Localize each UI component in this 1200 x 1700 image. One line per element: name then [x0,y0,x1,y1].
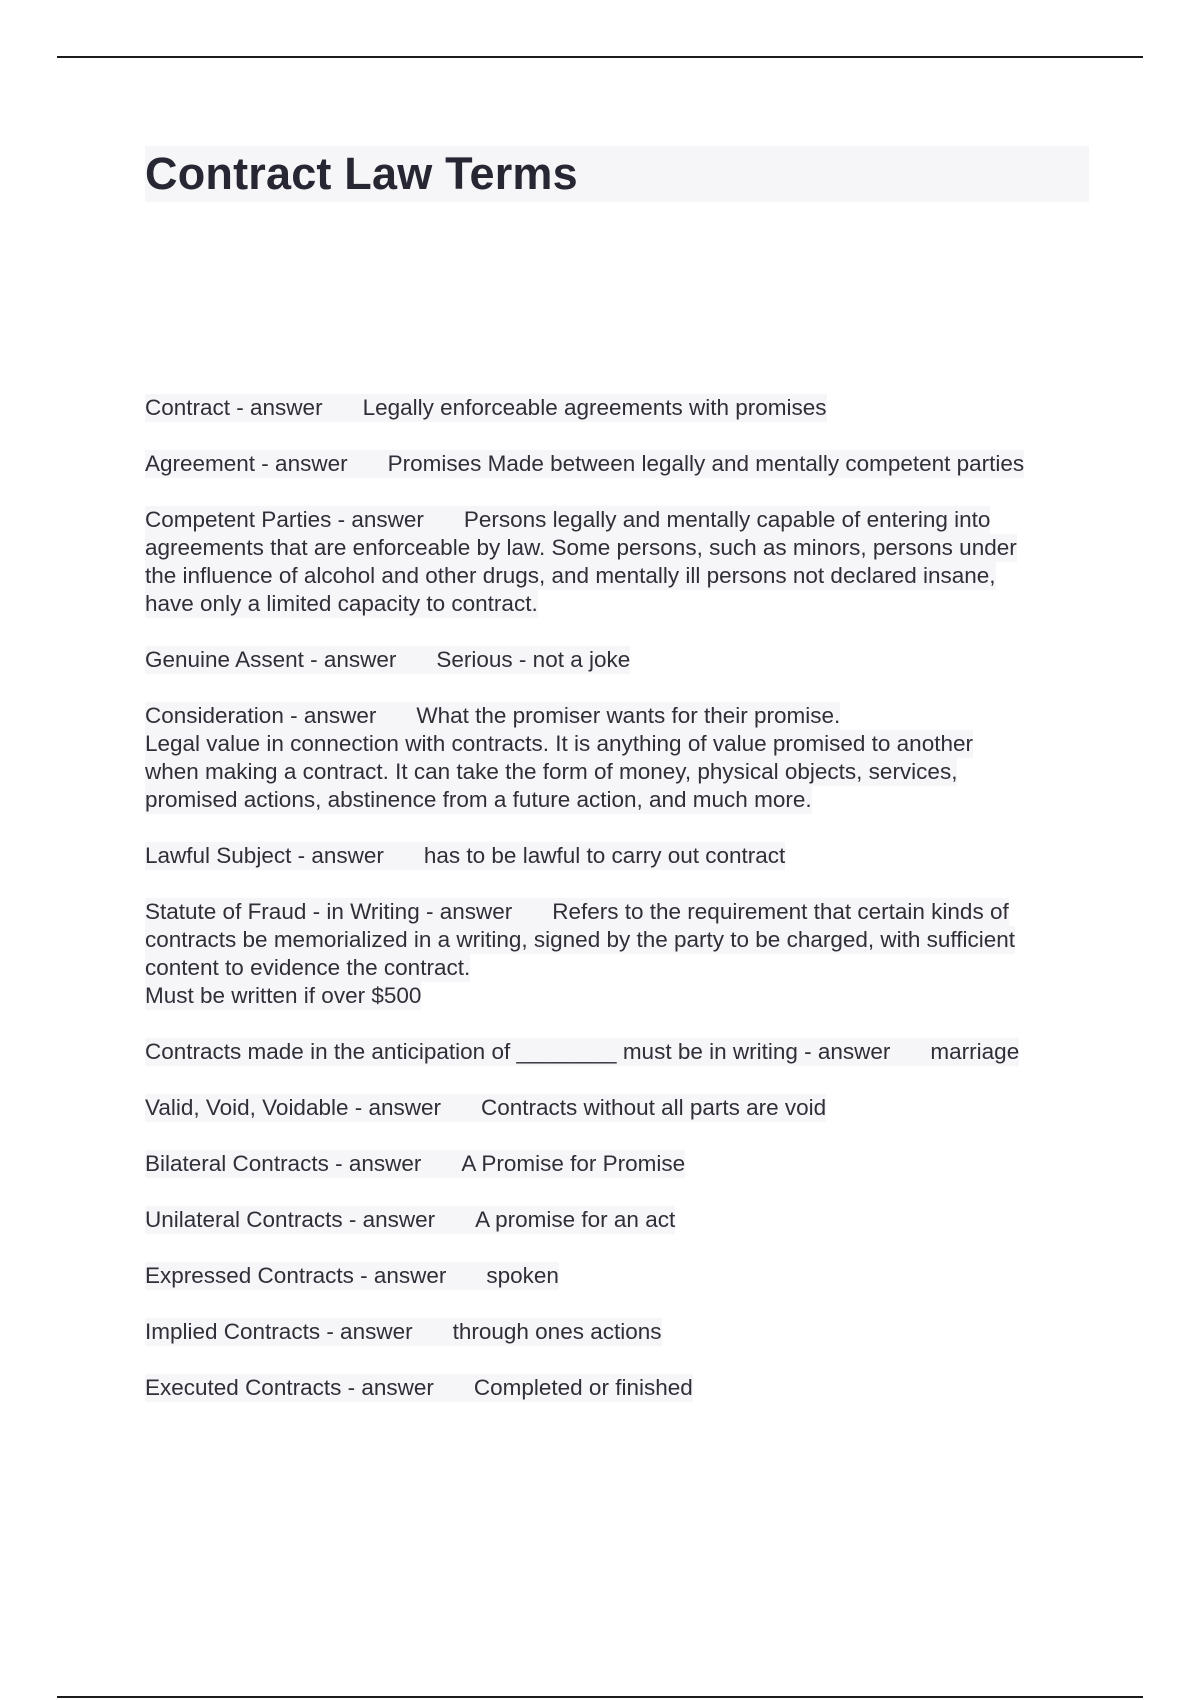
entry-first-line [145,1038,1019,1066]
term-label: Contract - answer [145,395,323,420]
term-entry [145,450,1095,478]
bottom-rule [57,1696,1143,1698]
entry-first-line [145,1262,559,1290]
entry-continuation-line [145,982,421,1010]
term-entry [145,1094,1095,1122]
entry-first-line [145,646,630,674]
entry-first-line [145,1094,826,1122]
definition-text: Completed or finished [473,1375,693,1400]
definition-text: promised actions, abstinence from a future action, and much more. [145,787,812,812]
definition-text: through ones actions [452,1319,662,1344]
definition-text: What the promiser wants for their promise. [416,703,841,728]
term-label: Consideration - answer [145,703,377,728]
term-label: Genuine Assent - answer [145,647,397,672]
entry-continuation-line [145,926,1015,954]
term-label: Statute of Fraud - in Writing - answer [145,899,513,924]
term-entry [145,506,1095,618]
term-label: Valid, Void, Voidable - answer [145,1095,442,1120]
term-entry [145,1150,1095,1178]
entry-continuation-line [145,730,973,758]
entry-first-line [145,1206,675,1234]
definition-text: Must be written if over $500 [145,983,422,1008]
definition-text: Legal value in connection with contracts. It is anything of value promised to another [145,731,973,756]
entry-continuation-line [145,954,470,982]
term-entry [145,1374,1095,1402]
term-entry [145,842,1095,870]
term-label: Agreement - answer [145,451,348,476]
entry-continuation-line [145,562,996,590]
entry-first-line [145,506,990,534]
definition-text: contracts be memorialized in a writing, signed by the party to be charged, with sufficient [145,927,1016,952]
definition-text: A Promise for Promise [461,1151,686,1176]
definition-text: Promises Made between legally and mentally competent parties [387,451,1025,476]
entry-first-line [145,898,1009,926]
entry-continuation-line [145,534,1017,562]
definition-text: Legally enforceable agreements with promises [362,395,827,420]
term-entry [145,646,1095,674]
term-label: Bilateral Contracts - answer [145,1151,422,1176]
definition-text: agreements that are enforceable by law. Some persons, such as minors, persons under [145,535,1017,560]
term-label: Contracts made in the anticipation of ________ must be in writing - answer [145,1039,891,1064]
top-rule [57,56,1143,58]
entry-continuation-line [145,758,957,786]
entry-continuation-line [145,590,538,618]
definition-text: when making a contract. It can take the form of money, physical objects, services, [145,759,958,784]
term-entry [145,394,1095,422]
definition-text: Persons legally and mentally capable of entering into [463,507,991,532]
entries-list [145,394,1095,1430]
definition-text: spoken [486,1263,559,1288]
definition-text: Refers to the requirement that certain kinds of [552,899,1009,924]
term-label: Expressed Contracts - answer [145,1263,447,1288]
entry-first-line [145,1150,685,1178]
term-entry [145,1038,1095,1066]
entry-first-line [145,450,1024,478]
definition-text: has to be lawful to carry out contract [423,843,786,868]
definition-text: the influence of alcohol and other drugs, and mentally ill persons not declared insane, [145,563,996,588]
term-entry [145,702,1095,814]
definition-text: have only a limited capacity to contract. [145,591,538,616]
entry-first-line [145,1374,693,1402]
term-label: Implied Contracts - answer [145,1319,413,1344]
term-entry [145,898,1095,1010]
page-title: Contract Law Terms [145,148,578,199]
entry-continuation-line [145,786,812,814]
term-label: Executed Contracts - answer [145,1375,434,1400]
term-label: Unilateral Contracts - answer [145,1207,436,1232]
term-entry [145,1262,1095,1290]
term-label: Lawful Subject - answer [145,843,384,868]
definition-text: content to evidence the contract. [145,955,471,980]
definition-text: Serious - not a joke [436,647,631,672]
term-entry [145,1206,1095,1234]
definition-text: marriage [930,1039,1020,1064]
term-label: Competent Parties - answer [145,507,424,532]
term-entry [145,1318,1095,1346]
entry-first-line [145,842,785,870]
entry-first-line [145,394,827,422]
definition-text: A promise for an act [475,1207,676,1232]
entry-first-line [145,702,840,730]
definition-text: Contracts without all parts are void [481,1095,827,1120]
entry-first-line [145,1318,662,1346]
